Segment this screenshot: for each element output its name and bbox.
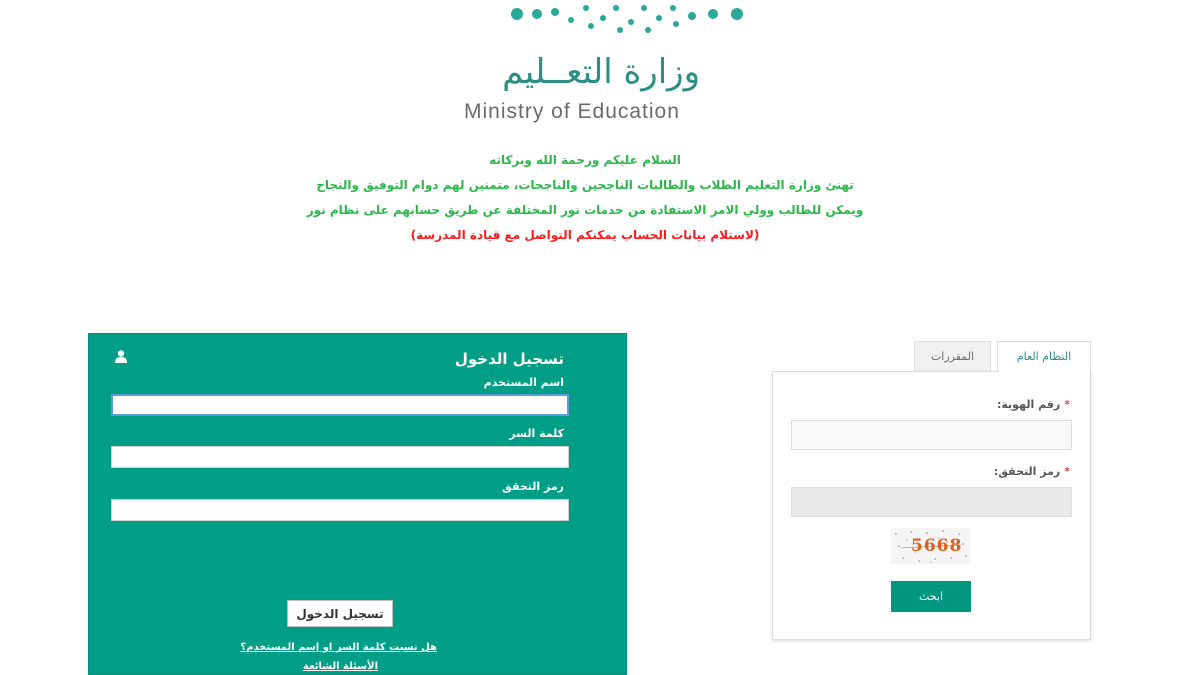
ministry-logo — [440, 0, 760, 132]
required-icon: * — [1064, 465, 1070, 478]
id-number-label: *رقم الهوية: — [996, 398, 1070, 411]
search-button[interactable]: ابحث — [891, 581, 971, 612]
results-search-panel — [772, 371, 1091, 640]
faq-link[interactable]: الأسئلة الشائعة — [303, 661, 378, 672]
logo-arabic-text: وزارة التعــليم — [502, 52, 700, 92]
services-line: ويمكن للطالب وولي الامر الاستفادة من خدمات نور المختلفة عن طريق حسابهم على نظام نور — [306, 203, 864, 217]
captcha-label: رمز التحقق — [502, 480, 564, 493]
captcha-input[interactable] — [111, 499, 569, 521]
greeting-line: السلام عليكم ورحمة الله وبركاته — [489, 153, 681, 167]
captcha-image — [891, 528, 971, 564]
tab-courses[interactable]: المقررات — [914, 341, 991, 372]
forgot-password-link[interactable]: هل نسيت كلمة السر او إسم المستخدم؟ — [240, 642, 437, 653]
username-label: اسم المستخدم — [483, 376, 564, 389]
logo-dots-icon — [440, 0, 760, 44]
welcome-message — [300, 148, 870, 248]
login-button[interactable]: تسجيل الدخول — [287, 600, 393, 627]
verification-code-label: *رمز التحقق: — [993, 465, 1070, 478]
tab-general-system[interactable]: النظام العام — [997, 341, 1091, 373]
user-icon — [115, 350, 127, 363]
id-number-input[interactable] — [791, 420, 1072, 450]
login-title: تسجيل الدخول — [454, 350, 564, 368]
required-icon: * — [1064, 398, 1070, 411]
captcha-text: 5668 — [911, 536, 963, 556]
congrats-line: تهنئ وزارة التعليم الطلاب والطالبات الناجحين والناجحات، متمنين لهم دوام التوفيق والنجاح — [316, 178, 854, 192]
username-input[interactable] — [111, 394, 569, 416]
logo-english-text: Ministry of Education — [464, 100, 680, 123]
verification-code-input[interactable] — [791, 487, 1072, 517]
account-notice: (لاستلام بيانات الحساب يمكنكم التواصل مع قيادة المدرسة) — [410, 228, 760, 242]
password-input[interactable] — [111, 446, 569, 468]
login-panel — [88, 333, 627, 675]
password-label: كلمة السر — [509, 427, 564, 440]
